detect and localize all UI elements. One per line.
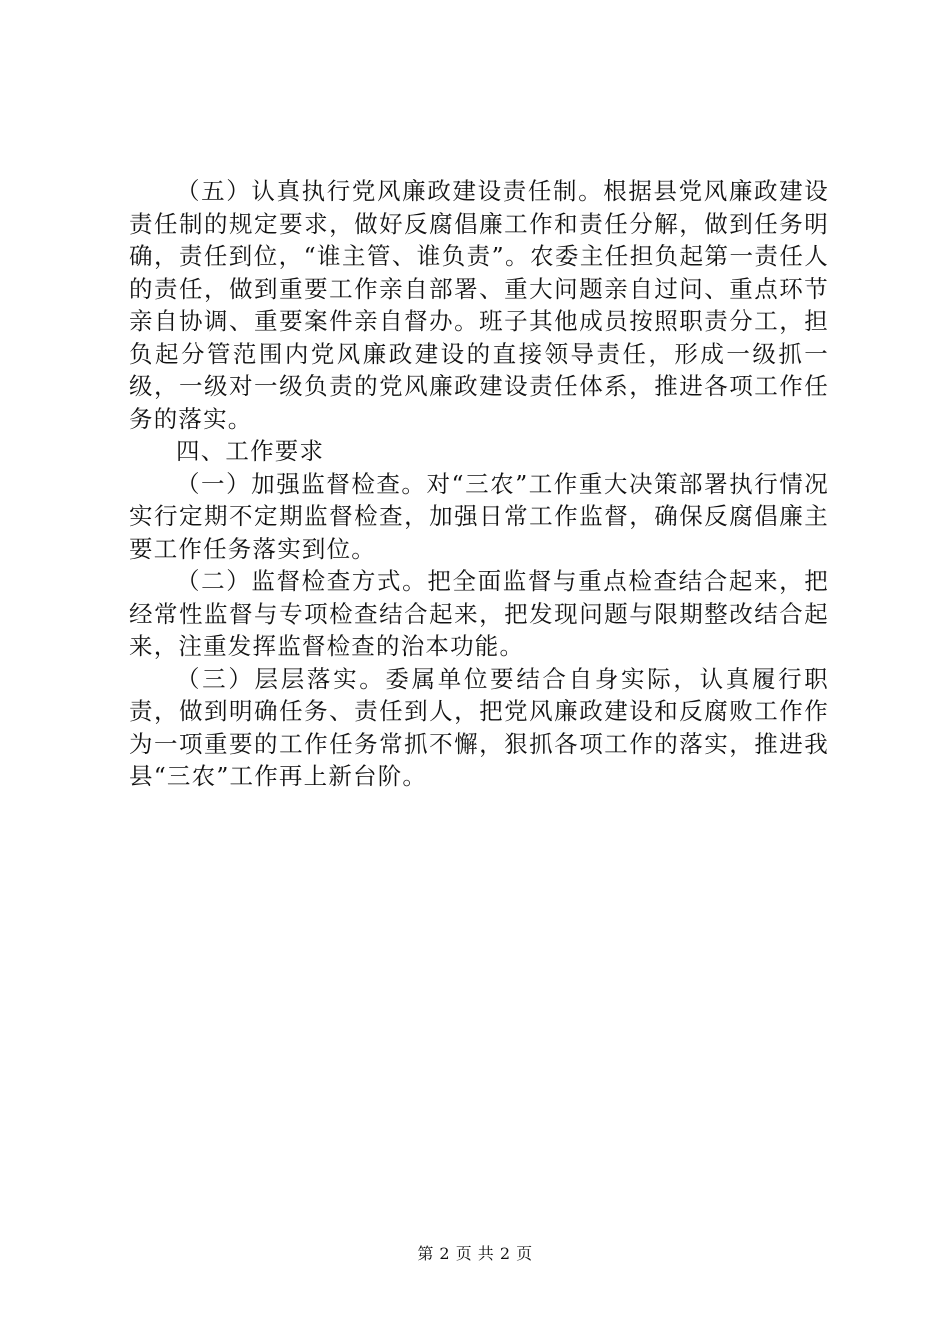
paragraph-responsibility-system: （五）认真执行党风廉政建设责任制。根据县党风廉政建设责任制的规定要求，做好反腐倡廉工作和责任分解，做到任务明确，责任到位，“谁主管、谁负责”。农委主任担负起第一责任人的责任，做到重要工作亲自部署、重大问题亲自过问、重点环节亲自协调、重要案件亲自督办。班子其他成员按照职责分工，担负起分管范围内党风廉政建设的直接领导责任，形成一级抓一级，一级对一级负责的党风廉政建设责任体系，推进各项工作任务的落实。 bbox=[129, 177, 829, 433]
document-body bbox=[129, 175, 829, 793]
section-heading-work-requirements: 四、工作要求 bbox=[176, 437, 325, 465]
page-footer: 第 2 页 共 2 页 bbox=[417, 1244, 533, 1263]
paragraph-inspection-methods: （二）监督检查方式。把全面监督与重点检查结合起来，把经常性监督与专项检查结合起来，把发现问题与限期整改结合起来，注重发挥监督检查的治本功能。 bbox=[129, 567, 829, 660]
paragraph-implementation: （三）层层落实。委属单位要结合自身实际，认真履行职责，做到明确任务、责任到人，把党风廉政建设和反腐败工作作为一项重要的工作任务常抓不懈，狠抓各项工作的落实，推进我县“三农”工作再上新台阶。 bbox=[129, 664, 829, 790]
paragraph-supervision-inspection: （一）加强监督检查。对“三农”工作重大决策部署执行情况实行定期不定期监督检查，加强日常工作监督，确保反腐倡廉主要工作任务落实到位。 bbox=[129, 469, 829, 563]
